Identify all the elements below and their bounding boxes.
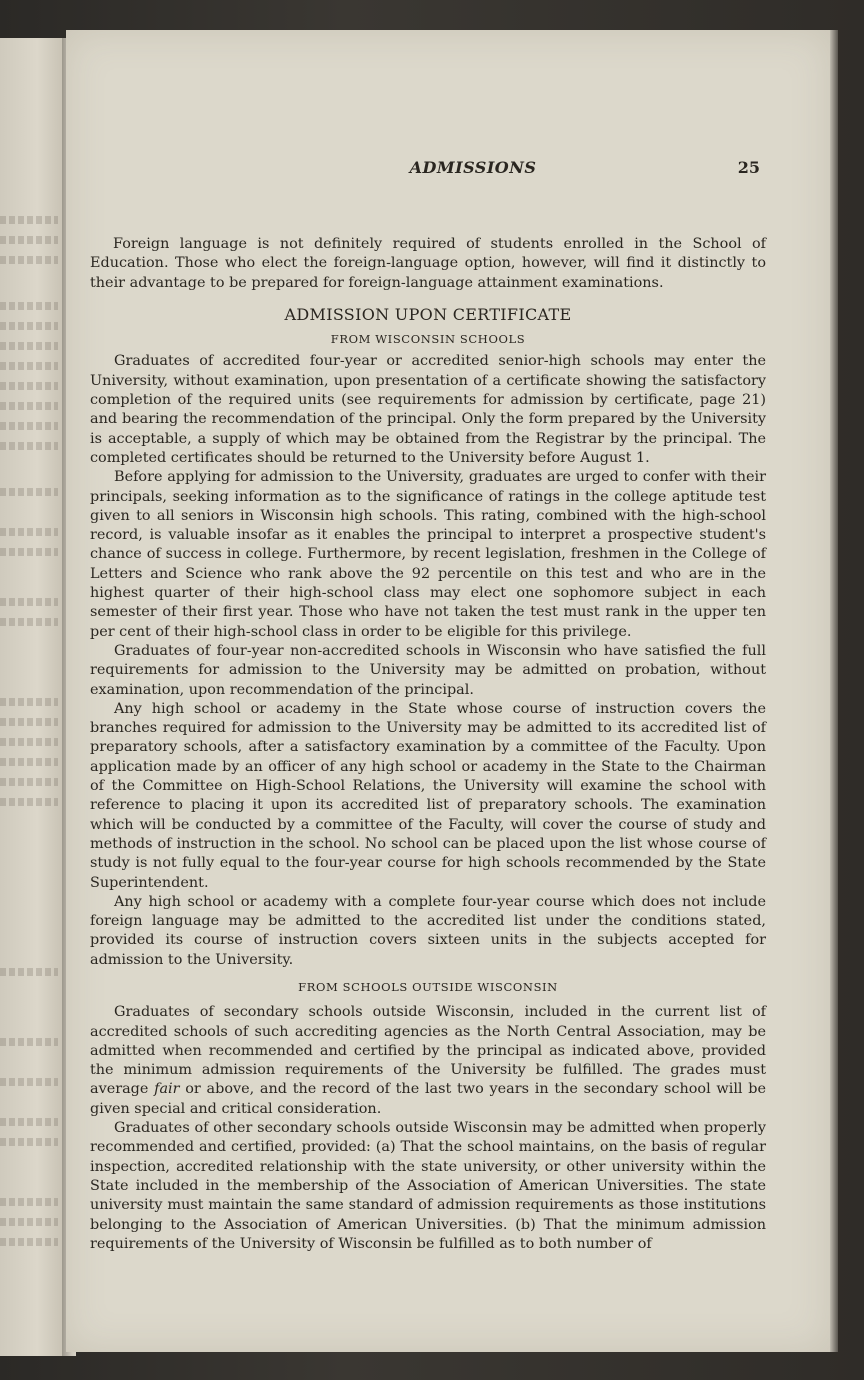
bleed-through-line	[0, 402, 58, 410]
paragraph: Any high school or academy in the State whose course of instruction covers the branches required for admission to the University may be admitted to its accredited list of preparatory schools, after a satisfactory examination by a committee of the Faculty. Upon application made by an officer of any high school or academy in the State to the Chairman of the Committee on High-School Relations, the University will examine the school with reference to placing it upon its accredited list of preparatory schools. The examination which will be conducted by a committee of the Faculty, will cover the course of study and methods of instruction in the school. No school can be placed upon the list whose course of study is not fully equal to the four-year course for high schools recommended by the State Superintendent.	[90, 700, 766, 891]
bleed-through-line	[0, 256, 58, 264]
bleed-through-line	[0, 342, 58, 350]
bleed-through-line	[0, 1138, 58, 1146]
bleed-through-line	[0, 302, 58, 310]
bleed-through-line	[0, 778, 58, 786]
bleed-through-line	[0, 548, 58, 556]
page-number: 25	[737, 158, 760, 177]
subheading-wisconsin: FROM WISCONSIN SCHOOLS	[330, 332, 526, 347]
running-head	[66, 158, 830, 182]
bleed-through-line	[0, 236, 58, 244]
bleed-through-line	[0, 1038, 58, 1046]
bleed-through-line	[0, 618, 58, 626]
paragraph-text: Graduates of secondary schools outside Wisconsin, included in the current list of accredited schools of such accrediting agencies as the North Central Association, may be admitted when recommended and certified by the principal as indicated above, provided the minimum admission requirements of the University be fulfilled. The grades must average	[90, 1004, 766, 1098]
bleed-through-line	[0, 216, 58, 224]
bleed-through-line	[0, 1238, 58, 1246]
running-title: ADMISSIONS	[409, 158, 537, 177]
page-body	[90, 235, 766, 1254]
paragraph: Graduates of four-year non-accredited schools in Wisconsin who have satisfied the full requirements for admission to the University may be admitted on probation, without examination, upon recommendation of the principal.	[90, 642, 766, 698]
bleed-through-line	[0, 1118, 58, 1126]
paragraph: Graduates of accredited four-year or accredited senior-high schools may enter the University, without examination, upon presentation of a certificate showing the satisfactory completion of the required units (see requirements for admission by certificate, page 21) and bearing the recommendation of the principal. Only the form prepared by the University is acceptable, a supply of which may be obtained from the Registrar by the principal. The completed certificates should be returned to the University before August 1.	[90, 353, 766, 466]
bleed-through-line	[0, 382, 58, 390]
paragraph-text: or above, and the record of the last two years in the secondary school will be given special and critical consideration.	[90, 1081, 766, 1117]
subheading-outside-wisconsin: FROM SCHOOLS OUTSIDE WISCONSIN	[298, 979, 558, 994]
bleed-through-line	[0, 1218, 58, 1226]
bleed-through-line	[0, 758, 58, 766]
page-edge-shadow	[830, 30, 838, 1352]
bleed-through-line	[0, 598, 58, 606]
paragraph	[90, 1003, 766, 1119]
emphasis-fair: fair	[154, 1081, 180, 1098]
paragraph: Any high school or academy with a complete four-year course which does not include foreign language may be admitted to the accredited list under the conditions stated, provided its course of instruction covers sixteen units in the subjects accepted for admission to the University.	[90, 893, 766, 968]
bleed-through-line	[0, 322, 58, 330]
paragraph: Before applying for admission to the University, graduates are urged to confer with their principals, seeking information as to the significance of ratings in the college aptitude test given to all seniors in Wisconsin high schools. This rating, combined with the high-school record, is valuable insofar as it enables the principal to interpret a prospective student's chance of success in college. Furthermore, by recent legislation, freshmen in the College of Letters and Science who rank above the 92 percentile on this test and who are in the highest quarter of their high-school class may elect one sophomore subject in each semester of their first year. Those who have not taken the test must rank in the upper ten per cent of their high-school class in order to be eligible for this privilege.	[90, 469, 766, 640]
bleed-through-line	[0, 718, 58, 726]
bleed-through-line	[0, 442, 58, 450]
intro-paragraph: Foreign language is not definitely required of students enrolled in the School of Education. Those who elect the foreign-language option, however, will find it distinctly to their advantage to be prepared for foreign-language attainment examinations.	[90, 236, 766, 291]
bleed-through-line	[0, 528, 58, 536]
paragraph: Graduates of other secondary schools outside Wisconsin may be admitted when properly recommended and certified, provided: (a) That the school maintains, on the basis of regular inspection, accredited relationship with the state university, or other university within the State included in the membership of the Association of American Universities. The state university must maintain the same standard of admission requirements as those institutions belonging to the Association of American Universities. (b) That the minimum admission requirements of the University of Wisconsin be fulfilled as to both number of	[90, 1120, 766, 1252]
bleed-through-line	[0, 488, 58, 496]
bleed-through-line	[0, 1198, 58, 1206]
section-heading: ADMISSION UPON CERTIFICATE	[284, 304, 572, 324]
page	[66, 30, 830, 1352]
bleed-through-line	[0, 1078, 58, 1086]
bleed-through-line	[0, 362, 58, 370]
bleed-through-line	[0, 422, 58, 430]
bleed-through-line	[0, 698, 58, 706]
previous-page-edge	[0, 38, 62, 1356]
bleed-through-line	[0, 738, 58, 746]
bleed-through-line	[0, 798, 58, 806]
bleed-through-line	[0, 968, 58, 976]
